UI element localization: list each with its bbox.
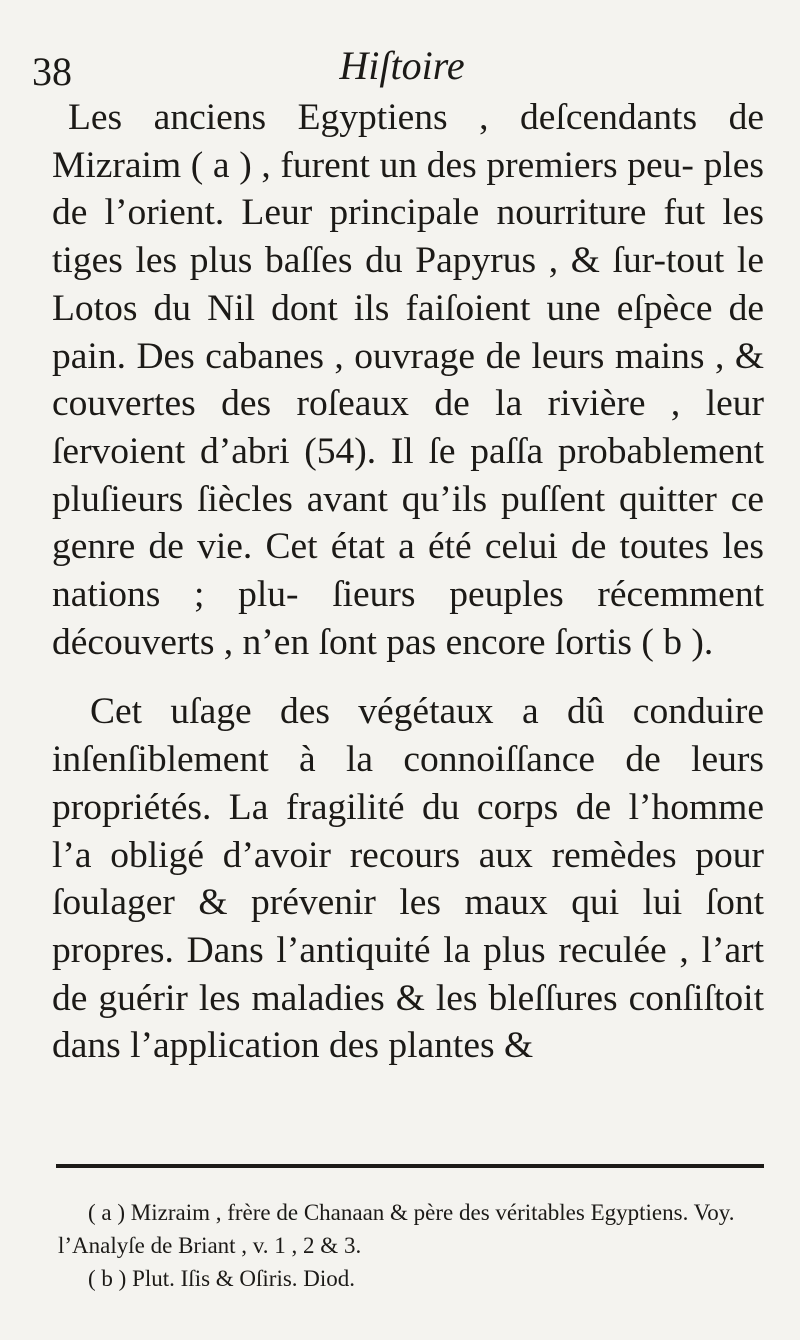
footnotes <box>58 1196 770 1295</box>
footnote: ( b ) Plut. Iſis & Oſiris. Diod. <box>88 1266 356 1291</box>
running-title: Hiſtoire <box>339 43 465 88</box>
footnote: ( a ) Mizraim , frère de Chanaan & père des véritables Egyptiens. Voy. l’Analyſe de Briant , v. 1 , 2 & 3. <box>58 1200 735 1258</box>
paragraph: Cet uſage des végétaux a dû conduire inſenſiblement à la connoiſſance de leurs propriétés. La fragilité du corps de l’homme l’a obligé d’avoir recours aux remèdes pour ſoulager & prévenir les maux qui lui ſont propres. Dans l’antiquité la plus reculée , l’art de guérir les maladies & les bleſſures conſiſtoit dans l’application des plantes & <box>52 691 764 1067</box>
footnote-rule <box>56 1164 764 1168</box>
running-head <box>32 44 772 94</box>
paragraph: Les anciens Egyptiens , deſcendants de Mizraim ( a ) , furent un des premiers peu- ples de l’orient. Leur principale nourriture fut les tiges les plus baſſes du Papyrus , & ſur-tout le Lotos du Nil dont ils faiſoient une eſpèce de pain. Des cabanes , ouvrage de leurs mains , & couvertes des roſeaux de la rivière , leur ſervoient d’abri (54). Il ſe paſſa probablement pluſieurs ſiècles avant qu’ils puſſent quitter ce genre de vie. Cet état a été celui de toutes les nations ; plu- ſieurs peuples récemment découverts , n’en ſont pas encore ſortis ( b ). <box>52 97 764 663</box>
page-number: 38 <box>32 49 72 94</box>
body-text <box>52 94 764 1070</box>
